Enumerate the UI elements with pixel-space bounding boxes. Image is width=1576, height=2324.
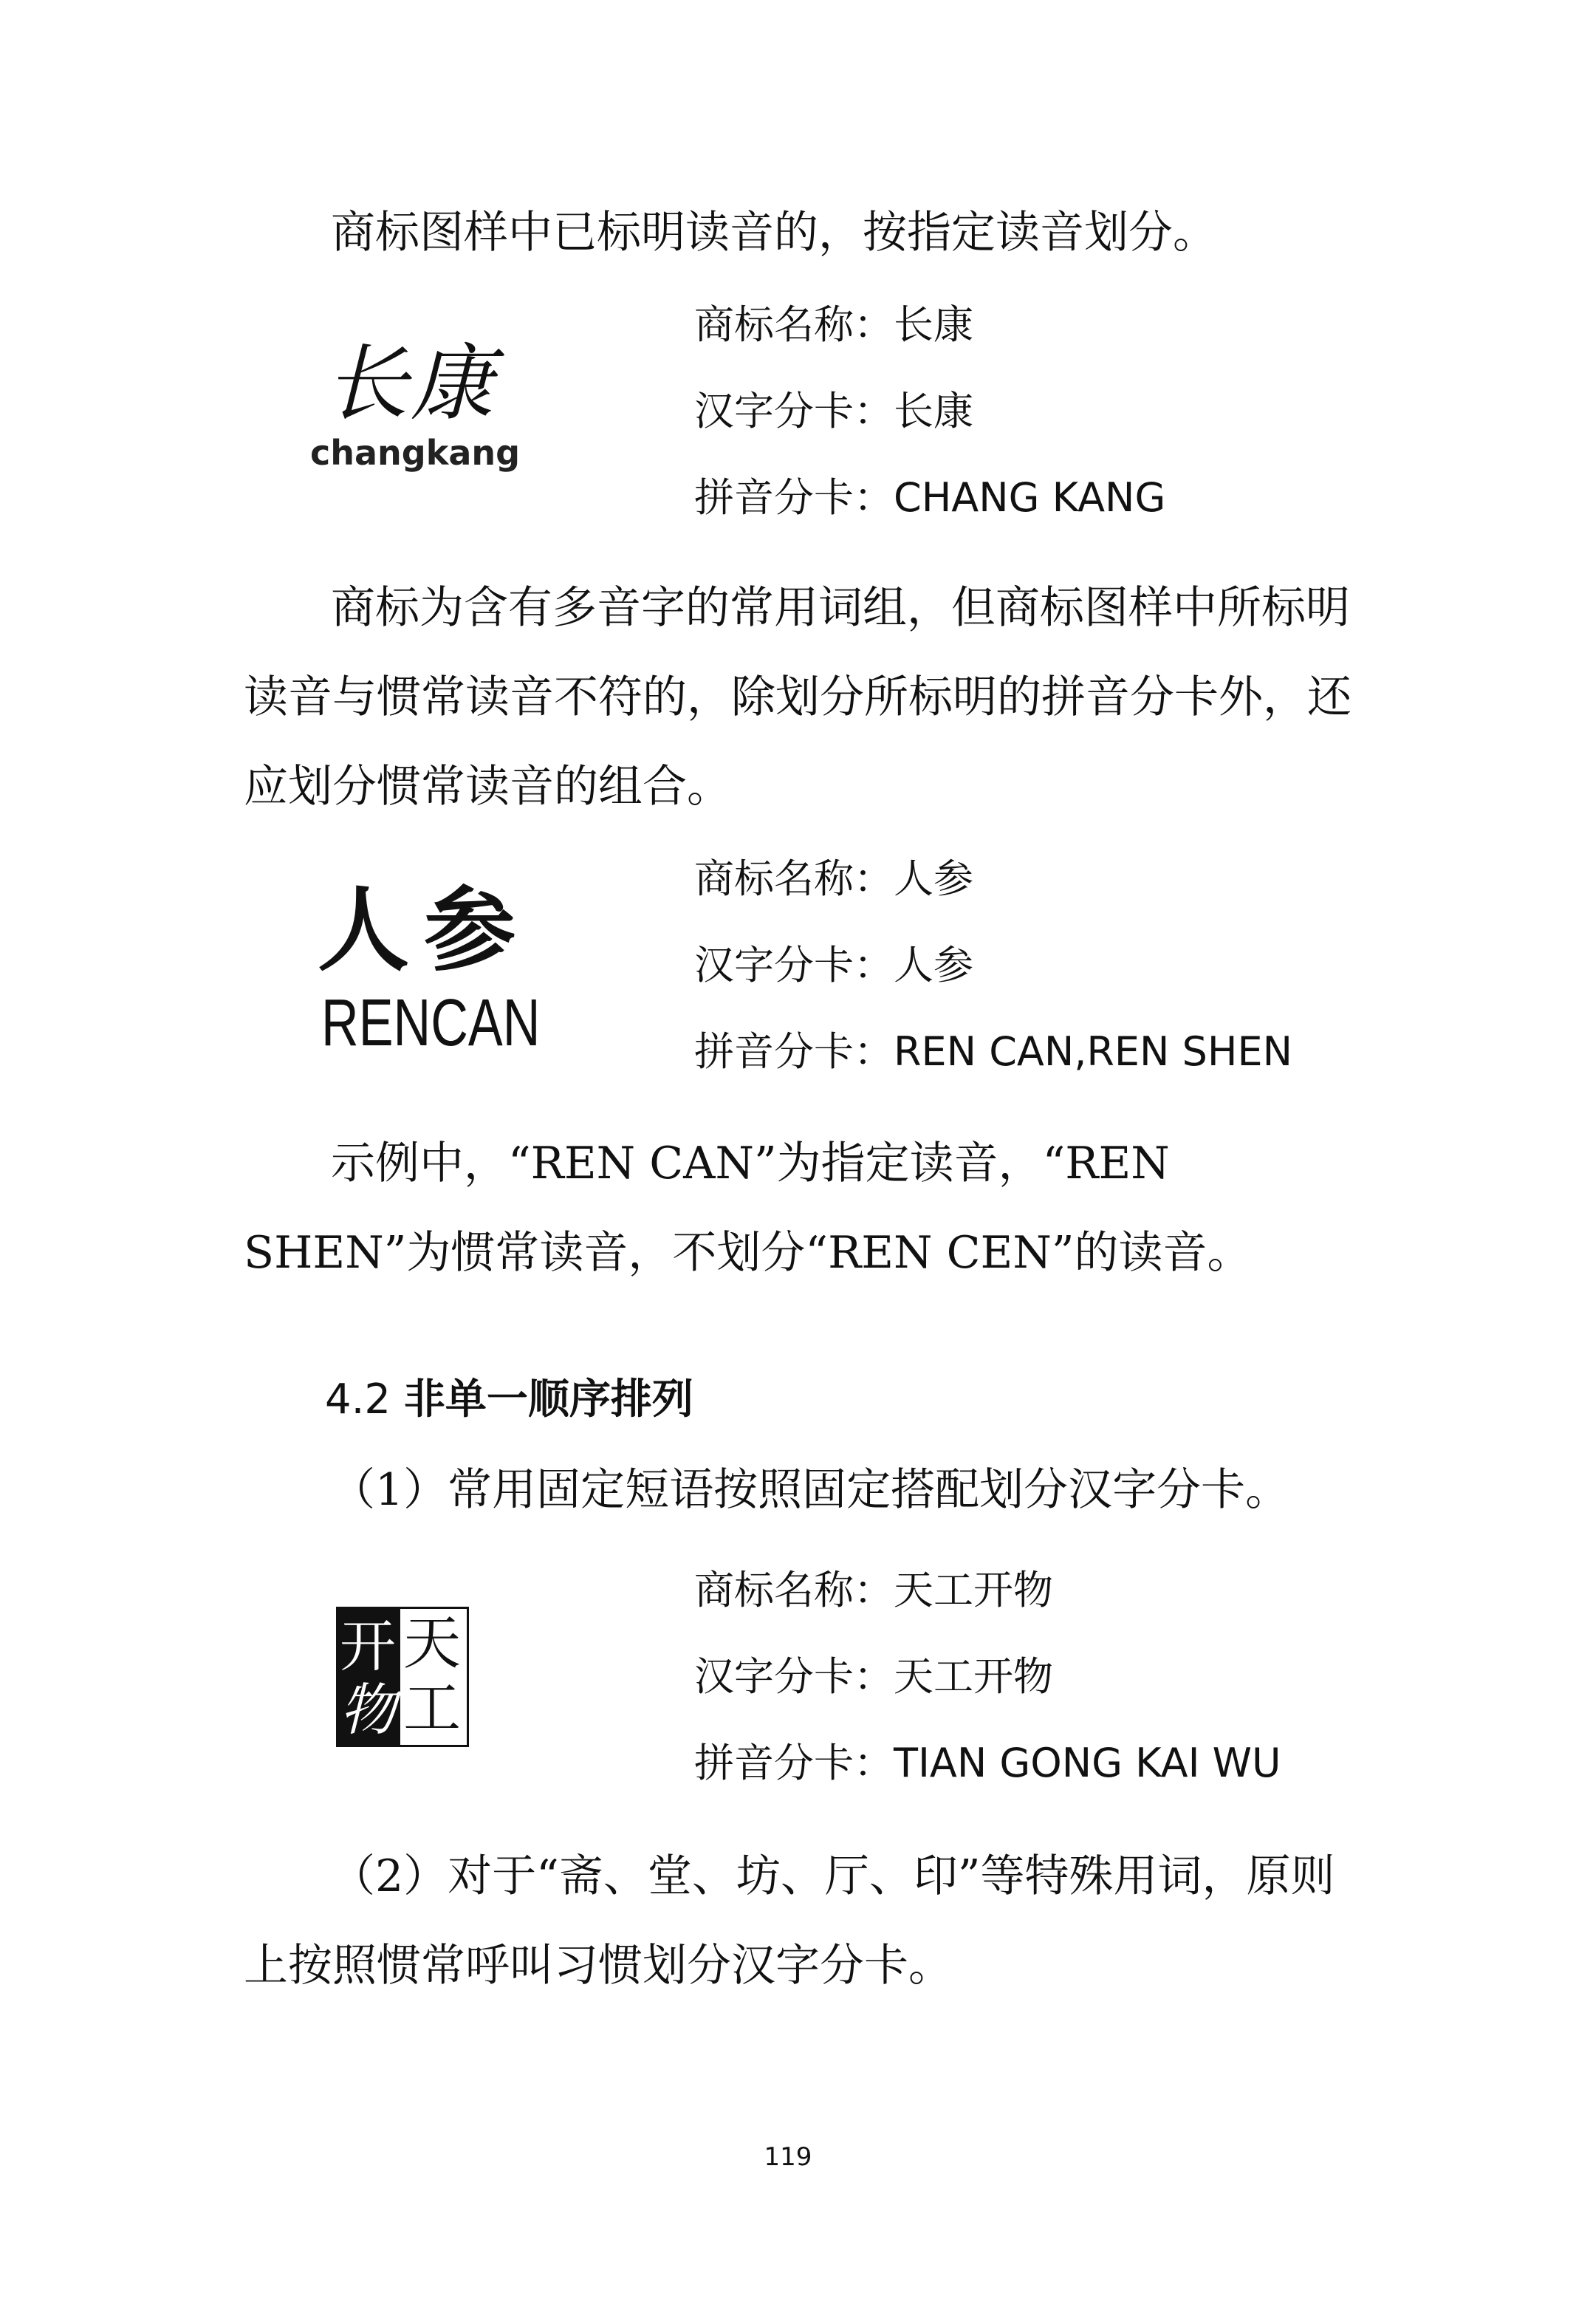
paragraph-5: （2）对于“斋、堂、坊、厅、印”等特殊用词，原则上按照惯常呼叫习惯划分汉字分卡。 bbox=[244, 1850, 1335, 1992]
paragraph-3: 示例中，“REN CAN”为指定读音，“REN SHEN”为惯常读音，不划分“REN CEN”的读音。 bbox=[244, 1138, 1252, 1279]
hanzi-value: 长康 bbox=[894, 388, 973, 434]
hanzi-label: 汉字分卡： bbox=[694, 388, 894, 434]
pinyin-value: CHANG KANG bbox=[894, 474, 1166, 521]
pinyin-value: REN CAN,REN SHEN bbox=[894, 1028, 1292, 1075]
pinyin-value: TIAN GONG KAI WU bbox=[894, 1740, 1281, 1786]
logo-chinese-text: 长康 bbox=[325, 336, 496, 432]
hanzi-card-row bbox=[694, 940, 973, 991]
trademark-logo-tiangongkaiwu bbox=[336, 1607, 469, 1747]
pinyin-label: 拼音分卡： bbox=[694, 1028, 894, 1075]
hanzi-card-row bbox=[694, 1651, 1053, 1703]
section-title: 非单一顺序排列 bbox=[403, 1375, 693, 1424]
logo-char-gong: 工 bbox=[403, 1675, 462, 1742]
pinyin-card-row bbox=[694, 472, 1165, 524]
logo-pinyin-text: changkang bbox=[310, 433, 521, 473]
trademark-logo-changkang bbox=[310, 336, 524, 484]
pinyin-card-row bbox=[694, 1737, 1281, 1789]
paragraph-2: 商标为含有多音字的常用词组，但商标图样中所标明读音与惯常读音不符的，除划分所标明的拼音分卡外，还应划分惯常读音的组合。 bbox=[244, 582, 1351, 813]
pinyin-card-row bbox=[694, 1026, 1292, 1078]
pinyin-label: 拼音分卡： bbox=[694, 1740, 894, 1786]
name-value: 长康 bbox=[894, 301, 973, 348]
trademark-name-row bbox=[694, 853, 973, 905]
hanzi-value: 人参 bbox=[894, 942, 973, 988]
section-number: 4.2 bbox=[325, 1375, 391, 1424]
logo-char-kai: 开 bbox=[340, 1613, 396, 1679]
hanzi-label: 汉字分卡： bbox=[694, 942, 894, 988]
name-label: 商标名称： bbox=[694, 301, 894, 348]
pinyin-label: 拼音分卡： bbox=[694, 474, 894, 521]
paragraph-1: 商标图样中已标明读音的，按指定读音划分。 bbox=[331, 207, 1217, 259]
hanzi-value: 天工开物 bbox=[894, 1653, 1053, 1700]
logo-char-wu: 物 bbox=[340, 1677, 396, 1743]
trademark-name-row bbox=[694, 299, 973, 351]
name-value: 天工开物 bbox=[894, 1567, 1053, 1613]
hanzi-card-row bbox=[694, 386, 973, 437]
name-label: 商标名称： bbox=[694, 855, 894, 902]
trademark-name-row bbox=[694, 1565, 1053, 1616]
section-heading bbox=[325, 1370, 693, 1429]
page-number: 119 bbox=[764, 2142, 812, 2172]
name-value: 人参 bbox=[894, 855, 973, 902]
logo-char-tian: 天 bbox=[403, 1610, 462, 1677]
paragraph-4: （1）常用固定短语按照固定搭配划分汉字分卡。 bbox=[331, 1464, 1290, 1516]
logo-pinyin-text: RENCAN bbox=[321, 986, 541, 1060]
trademark-logo-rencan bbox=[318, 879, 561, 1064]
hanzi-label: 汉字分卡： bbox=[694, 1653, 894, 1700]
name-label: 商标名称： bbox=[694, 1567, 894, 1613]
logo-chinese-text: 人参 bbox=[318, 878, 531, 984]
